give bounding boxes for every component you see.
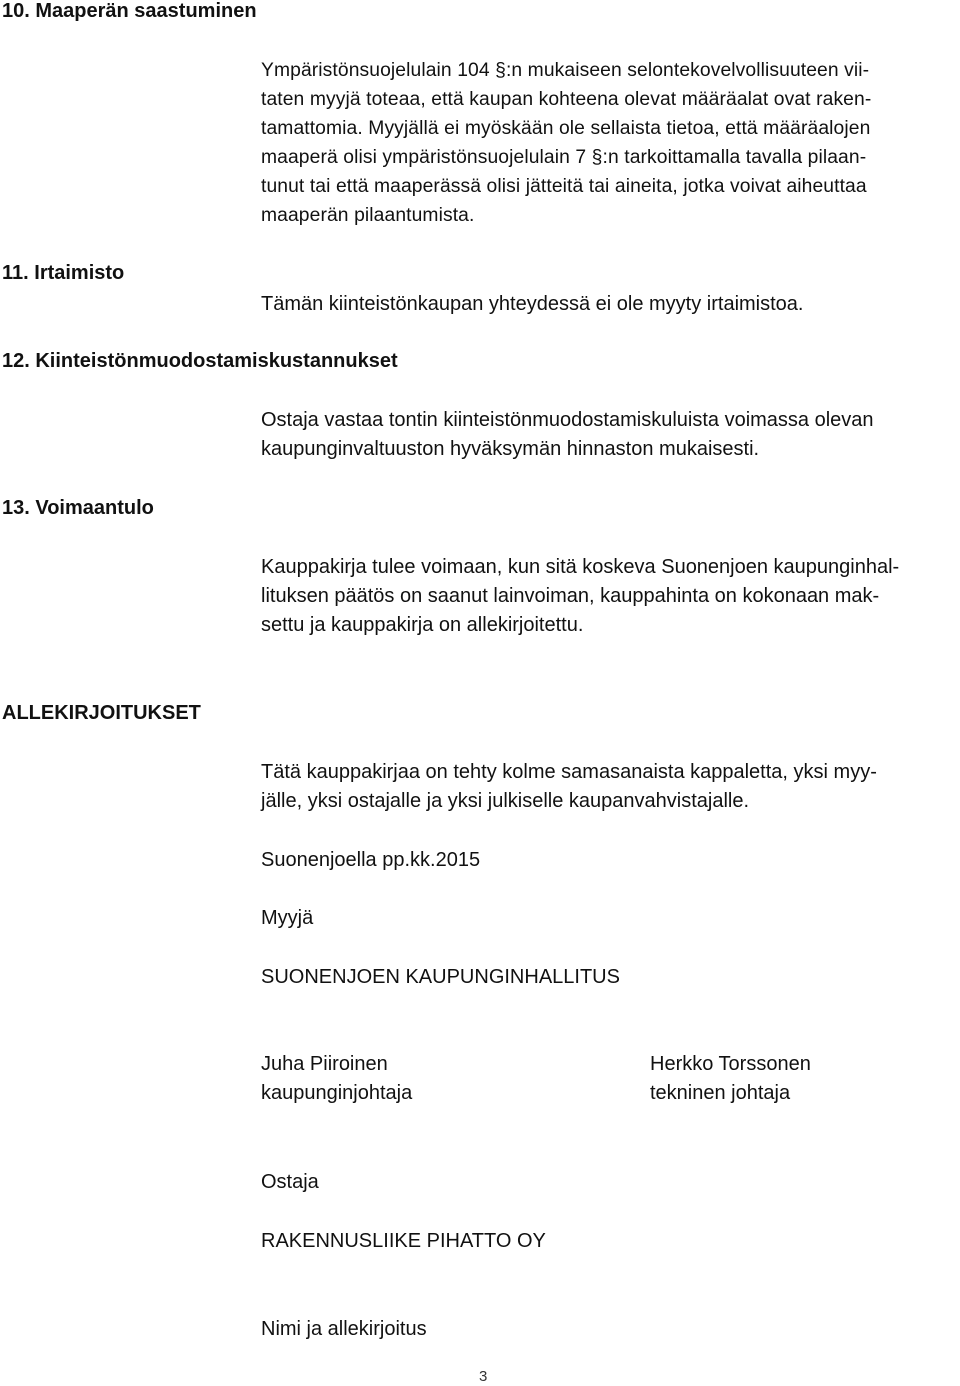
section-10-line: taten myyjä toteaa, että kaupan kohteena olevat määräalat ovat raken- xyxy=(261,89,872,110)
section-11-body xyxy=(261,290,803,319)
seller-organization: SUONENJOEN KAUPUNGINHALLITUS xyxy=(261,966,620,988)
section-heading-12: 12. Kiinteistönmuodostamiskustannukset xyxy=(2,350,398,372)
section-10-line: tunut tai että maaperässä olisi jätteitä tai aineita, jotka voivat aiheuttaa xyxy=(261,176,867,197)
section-heading-10: 10. Maaperän saastuminen xyxy=(2,0,257,22)
section-heading-11: 11. Irtaimisto xyxy=(2,262,125,284)
signer-1-title: kaupunginjohtaja xyxy=(261,1082,413,1104)
section-13-line: Kauppakirja tulee voimaan, kun sitä koskeva Suonenjoen kaupunginhal- xyxy=(261,556,900,578)
copies-statement xyxy=(261,758,877,816)
section-12-line: kaupunginvaltuuston hyväksymän hinnaston mukaisesti. xyxy=(261,438,760,460)
section-10-line: maaperä olisi ympäristönsuojelulain 7 §:n tarkoittamalla tavalla pilaan- xyxy=(261,147,867,168)
name-and-signature-label: Nimi ja allekirjoitus xyxy=(261,1318,427,1340)
section-10-line: tamattomia. Myyjällä ei myöskään ole sellaista tietoa, että määräalojen xyxy=(261,118,871,139)
page-number: 3 xyxy=(479,1368,488,1385)
section-12-body xyxy=(261,406,874,464)
signer-1 xyxy=(261,1050,412,1108)
section-12-line: Ostaja vastaa tontin kiinteistönmuodostamiskuluista voimassa olevan xyxy=(261,409,874,431)
signer-2-name: Herkko Torssonen xyxy=(650,1053,811,1075)
buyer-organization: RAKENNUSLIIKE PIHATTO OY xyxy=(261,1230,546,1252)
copies-line: jälle, yksi ostajalle ja yksi julkiselle kaupanvahvistajalle. xyxy=(261,790,750,812)
signer-1-name: Juha Piiroinen xyxy=(261,1053,388,1075)
section-10-line: Ympäristönsuojelulain 104 §:n mukaiseen selontekovelvollisuuteen vii- xyxy=(261,60,870,81)
signatures-heading: ALLEKIRJOITUKSET xyxy=(2,702,201,724)
signer-2 xyxy=(650,1050,811,1108)
section-13-body xyxy=(261,553,899,640)
copies-line: Tätä kauppakirjaa on tehty kolme samasanaista kappaletta, yksi myy- xyxy=(261,761,877,783)
section-10-body xyxy=(261,56,871,230)
section-heading-13: 13. Voimaantulo xyxy=(2,497,154,519)
buyer-label: Ostaja xyxy=(261,1171,319,1193)
section-13-line: lituksen päätös on saanut lainvoiman, kauppahinta on kokonaan mak- xyxy=(261,585,880,607)
seller-label: Myyjä xyxy=(261,907,314,929)
section-11-line: Tämän kiinteistönkaupan yhteydessä ei ole myyty irtaimistoa. xyxy=(261,293,804,315)
signer-2-title: tekninen johtaja xyxy=(650,1082,791,1104)
section-13-line: settu ja kauppakirja on allekirjoitettu. xyxy=(261,614,584,636)
section-10-line: maaperän pilaantumista. xyxy=(261,205,475,226)
place-date: Suonenjoella pp.kk.2015 xyxy=(261,849,481,871)
